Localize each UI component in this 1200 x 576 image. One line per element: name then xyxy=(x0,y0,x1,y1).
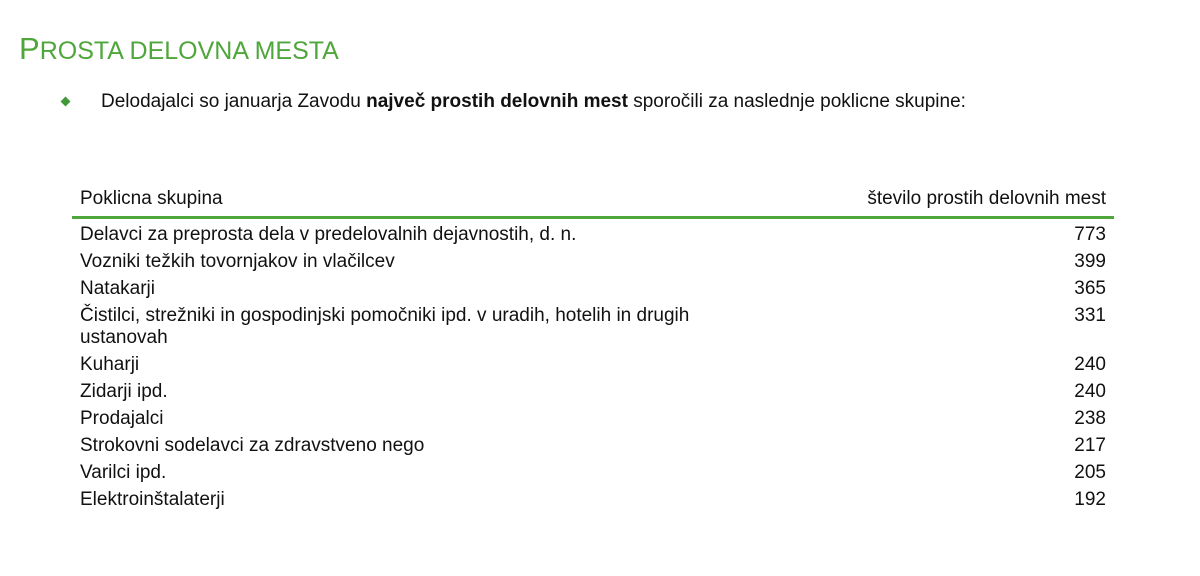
vacancy-count: 240 xyxy=(1074,381,1106,402)
table-row xyxy=(72,460,1114,487)
table-row xyxy=(72,218,1114,250)
table-row xyxy=(72,379,1114,406)
page-title-initial: P xyxy=(19,31,40,66)
vacancy-count: 205 xyxy=(1074,462,1106,483)
table-row xyxy=(72,303,1114,352)
intro-text-start: Delodajalci so januarja Zavodu xyxy=(101,91,367,112)
vacancy-count: 192 xyxy=(1074,489,1106,510)
column-header-vacancies: število prostih delovnih mest xyxy=(788,184,1114,218)
occupation-name: Vozniki težkih tovornjakov in vlačilcev xyxy=(80,251,395,272)
vacancy-count: 238 xyxy=(1074,408,1106,429)
occupation-name: Strokovni sodelavci za zdravstveno nego xyxy=(80,435,425,456)
table-row xyxy=(72,487,1114,514)
occupation-name: Elektroinštalaterji xyxy=(80,489,225,510)
table-row xyxy=(72,249,1114,276)
intro-text-bold: največ prostih delovnih mest xyxy=(366,91,628,112)
column-header-occupation: Poklicna skupina xyxy=(72,184,788,218)
occupation-name: Kuharji xyxy=(80,354,140,375)
table-row xyxy=(72,352,1114,379)
occupation-name: Delavci za preprosta dela v predelovalnih dejavnostih, d. n. xyxy=(80,224,577,245)
table-header-row xyxy=(72,184,1114,218)
occupation-name: Čistilci, strežniki in gospodinjski pomočniki ipd. v uradih, hotelih in drugih ustanovah xyxy=(80,305,690,348)
page-title-rest: ROSTA DELOVNA MESTA xyxy=(39,37,339,65)
vacancy-count: 240 xyxy=(1074,354,1106,375)
page-title xyxy=(19,29,339,71)
diamond-bullet-icon xyxy=(61,97,71,107)
vacancy-count: 217 xyxy=(1074,435,1106,456)
intro-text xyxy=(101,89,966,115)
occupation-table xyxy=(72,184,1114,514)
table-row xyxy=(72,276,1114,303)
intro-text-end: sporočili za naslednje poklicne skupine: xyxy=(627,91,966,112)
occupation-name: Natakarji xyxy=(80,278,155,299)
vacancy-count: 365 xyxy=(1074,278,1106,299)
occupation-name: Prodajalci xyxy=(80,408,164,429)
vacancy-count: 331 xyxy=(1074,305,1106,326)
occupation-name: Varilci ipd. xyxy=(80,462,167,483)
table-row xyxy=(72,406,1114,433)
vacancy-count: 399 xyxy=(1074,251,1106,272)
table-body xyxy=(72,218,1114,515)
occupation-name: Zidarji ipd. xyxy=(80,381,168,402)
table-row xyxy=(72,433,1114,460)
vacancy-count: 773 xyxy=(1074,224,1106,245)
